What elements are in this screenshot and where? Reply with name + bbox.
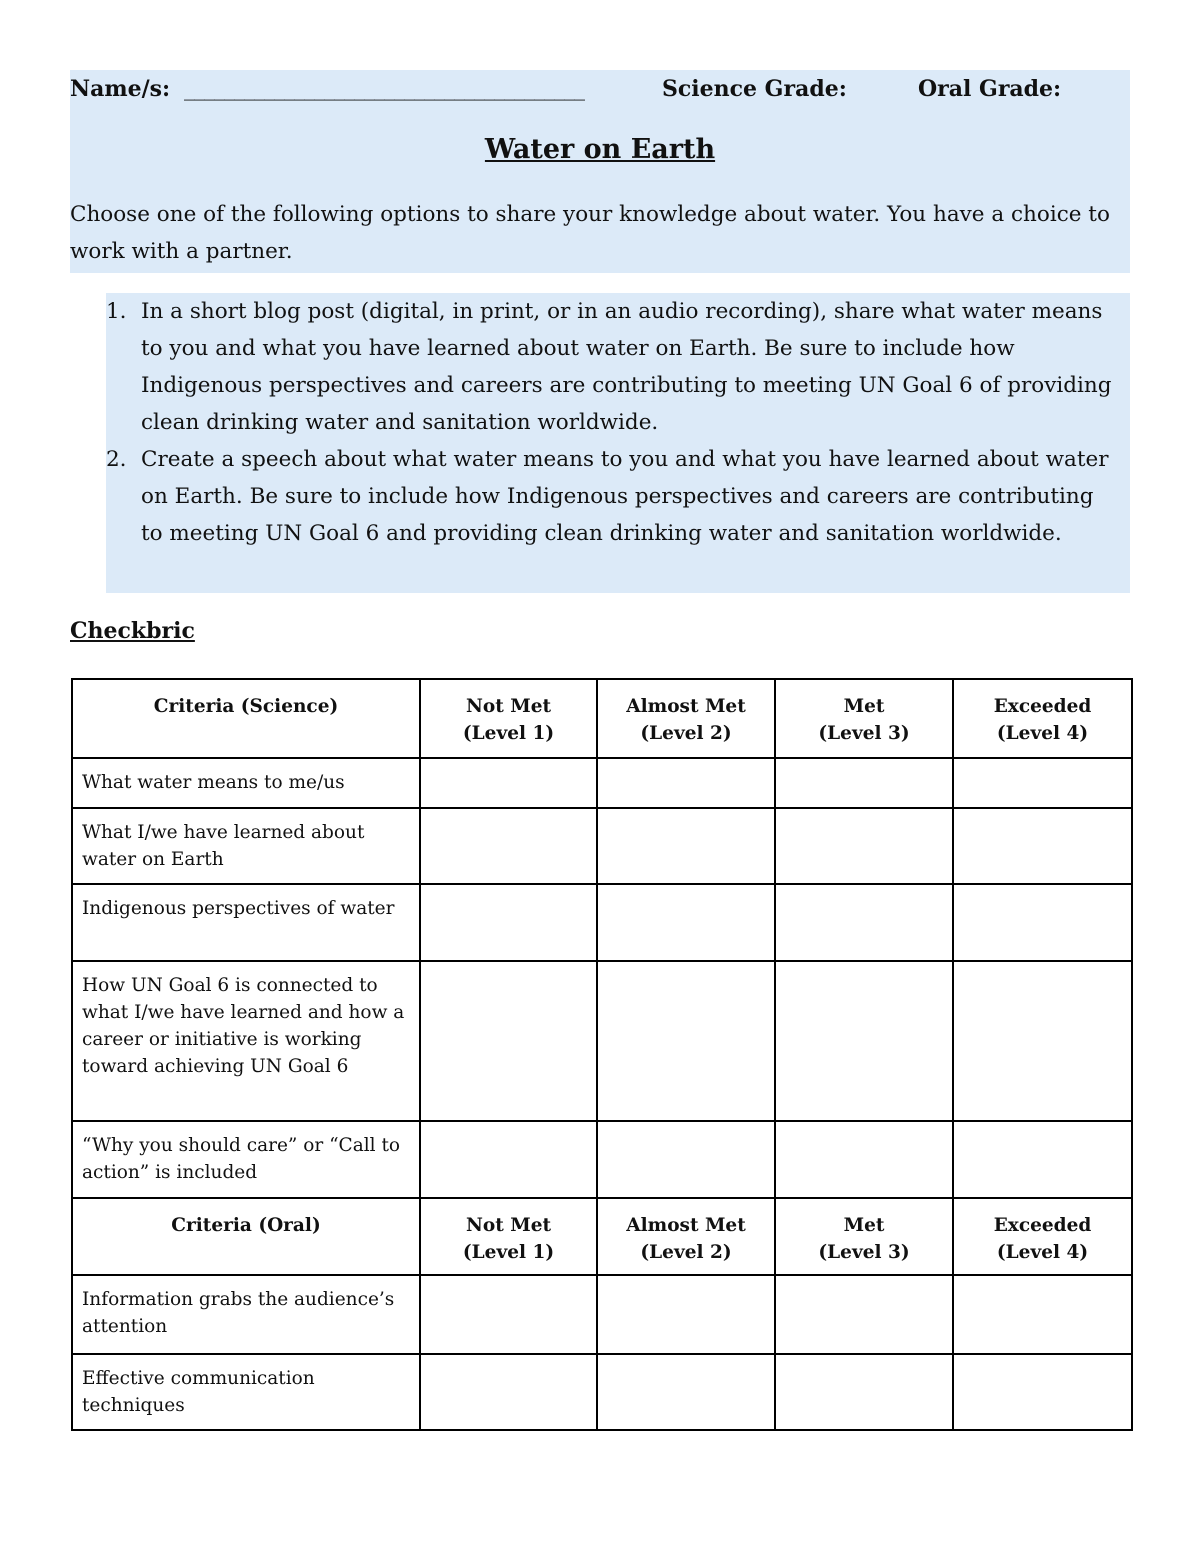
- option-item: [106, 293, 1116, 441]
- level-4-header: Exceeded (Level 4): [953, 1198, 1132, 1275]
- level-3-header: Met (Level 3): [775, 679, 953, 758]
- score-cell[interactable]: [597, 1275, 775, 1354]
- score-cell[interactable]: [953, 961, 1132, 1121]
- intro-text: Choose one of the following options to share your knowledge about water. You have a choice to work with a partner.: [70, 202, 1110, 264]
- score-cell[interactable]: [953, 1121, 1132, 1198]
- table-row: [72, 758, 1132, 808]
- score-cell[interactable]: [953, 758, 1132, 808]
- checkbric-table: [71, 678, 1133, 1431]
- score-cell[interactable]: [420, 1354, 597, 1430]
- score-cell[interactable]: [420, 1275, 597, 1354]
- criterion-cell: Effective communication techniques: [72, 1354, 420, 1430]
- option-number: 2.: [106, 447, 127, 472]
- option-text: In a short blog post (digital, in print, or in an audio recording), share what water means to you and what you have learned about water on Earth. Be sure to include how Indigenous perspectives and careers are contributing to meeting UN Goal 6 of providing clean drinking water and sanitation worldwide.: [141, 299, 1112, 435]
- name-line: [70, 72, 1130, 106]
- score-cell[interactable]: [775, 961, 953, 1121]
- score-cell[interactable]: [597, 1354, 775, 1430]
- options-list: [106, 293, 1116, 552]
- score-cell[interactable]: [953, 1275, 1132, 1354]
- criterion-cell: Indigenous perspectives of water: [72, 884, 420, 961]
- name-label: Name/s:: [70, 76, 171, 102]
- criterion-cell: How UN Goal 6 is connected to what I/we have learned and how a career or initiative is working toward achieving UN Goal 6: [72, 961, 420, 1121]
- table-row: [72, 884, 1132, 961]
- criterion-cell: “Why you should care” or “Call to action” is included: [72, 1121, 420, 1198]
- name-blank[interactable]: ________________________________________: [184, 76, 584, 101]
- table-row: [72, 1354, 1132, 1430]
- criterion-cell: What water means to me/us: [72, 758, 420, 808]
- science-grade-label: Science Grade:: [662, 76, 847, 102]
- score-cell[interactable]: [953, 1354, 1132, 1430]
- criterion-cell: Information grabs the audience’s attention: [72, 1275, 420, 1354]
- level-2-header: Almost Met (Level 2): [597, 679, 775, 758]
- score-cell[interactable]: [420, 1121, 597, 1198]
- score-cell[interactable]: [953, 884, 1132, 961]
- level-1-header: Not Met (Level 1): [420, 679, 597, 758]
- level-3-header: Met (Level 3): [775, 1198, 953, 1275]
- level-4-header: Exceeded (Level 4): [953, 679, 1132, 758]
- score-cell[interactable]: [597, 808, 775, 884]
- table-row: [72, 961, 1132, 1121]
- score-cell[interactable]: [420, 961, 597, 1121]
- page-title: Water on Earth: [484, 134, 716, 165]
- score-cell[interactable]: [953, 808, 1132, 884]
- score-cell[interactable]: [775, 1121, 953, 1198]
- table-row: [72, 1275, 1132, 1354]
- criterion-cell: What I/we have learned about water on Earth: [72, 808, 420, 884]
- score-cell[interactable]: [420, 808, 597, 884]
- science-header-row: [72, 679, 1132, 758]
- score-cell[interactable]: [597, 758, 775, 808]
- option-text: Create a speech about what water means to you and what you have learned about water on Earth. Be sure to include how Indigenous perspectives and careers are contributing to meeting UN Goal 6 and providing clean drinking water and sanitation worldwide.: [141, 447, 1109, 546]
- score-cell[interactable]: [775, 758, 953, 808]
- option-item: [106, 441, 1116, 552]
- score-cell[interactable]: [775, 1275, 953, 1354]
- table-row: [72, 808, 1132, 884]
- oral-grade-label: Oral Grade:: [918, 76, 1062, 102]
- score-cell[interactable]: [775, 808, 953, 884]
- checkbric-title: Checkbric: [70, 618, 195, 644]
- score-cell[interactable]: [420, 758, 597, 808]
- score-cell[interactable]: [775, 1354, 953, 1430]
- option-number: 1.: [106, 299, 127, 324]
- oral-header-row: [72, 1198, 1132, 1275]
- score-cell[interactable]: [597, 884, 775, 961]
- criteria-science-header: Criteria (Science): [72, 679, 420, 758]
- level-2-header: Almost Met (Level 2): [597, 1198, 775, 1275]
- criteria-oral-header: Criteria (Oral): [72, 1198, 420, 1275]
- table-row: [72, 1121, 1132, 1198]
- score-cell[interactable]: [775, 884, 953, 961]
- level-1-header: Not Met (Level 1): [420, 1198, 597, 1275]
- score-cell[interactable]: [597, 961, 775, 1121]
- score-cell[interactable]: [420, 884, 597, 961]
- score-cell[interactable]: [597, 1121, 775, 1198]
